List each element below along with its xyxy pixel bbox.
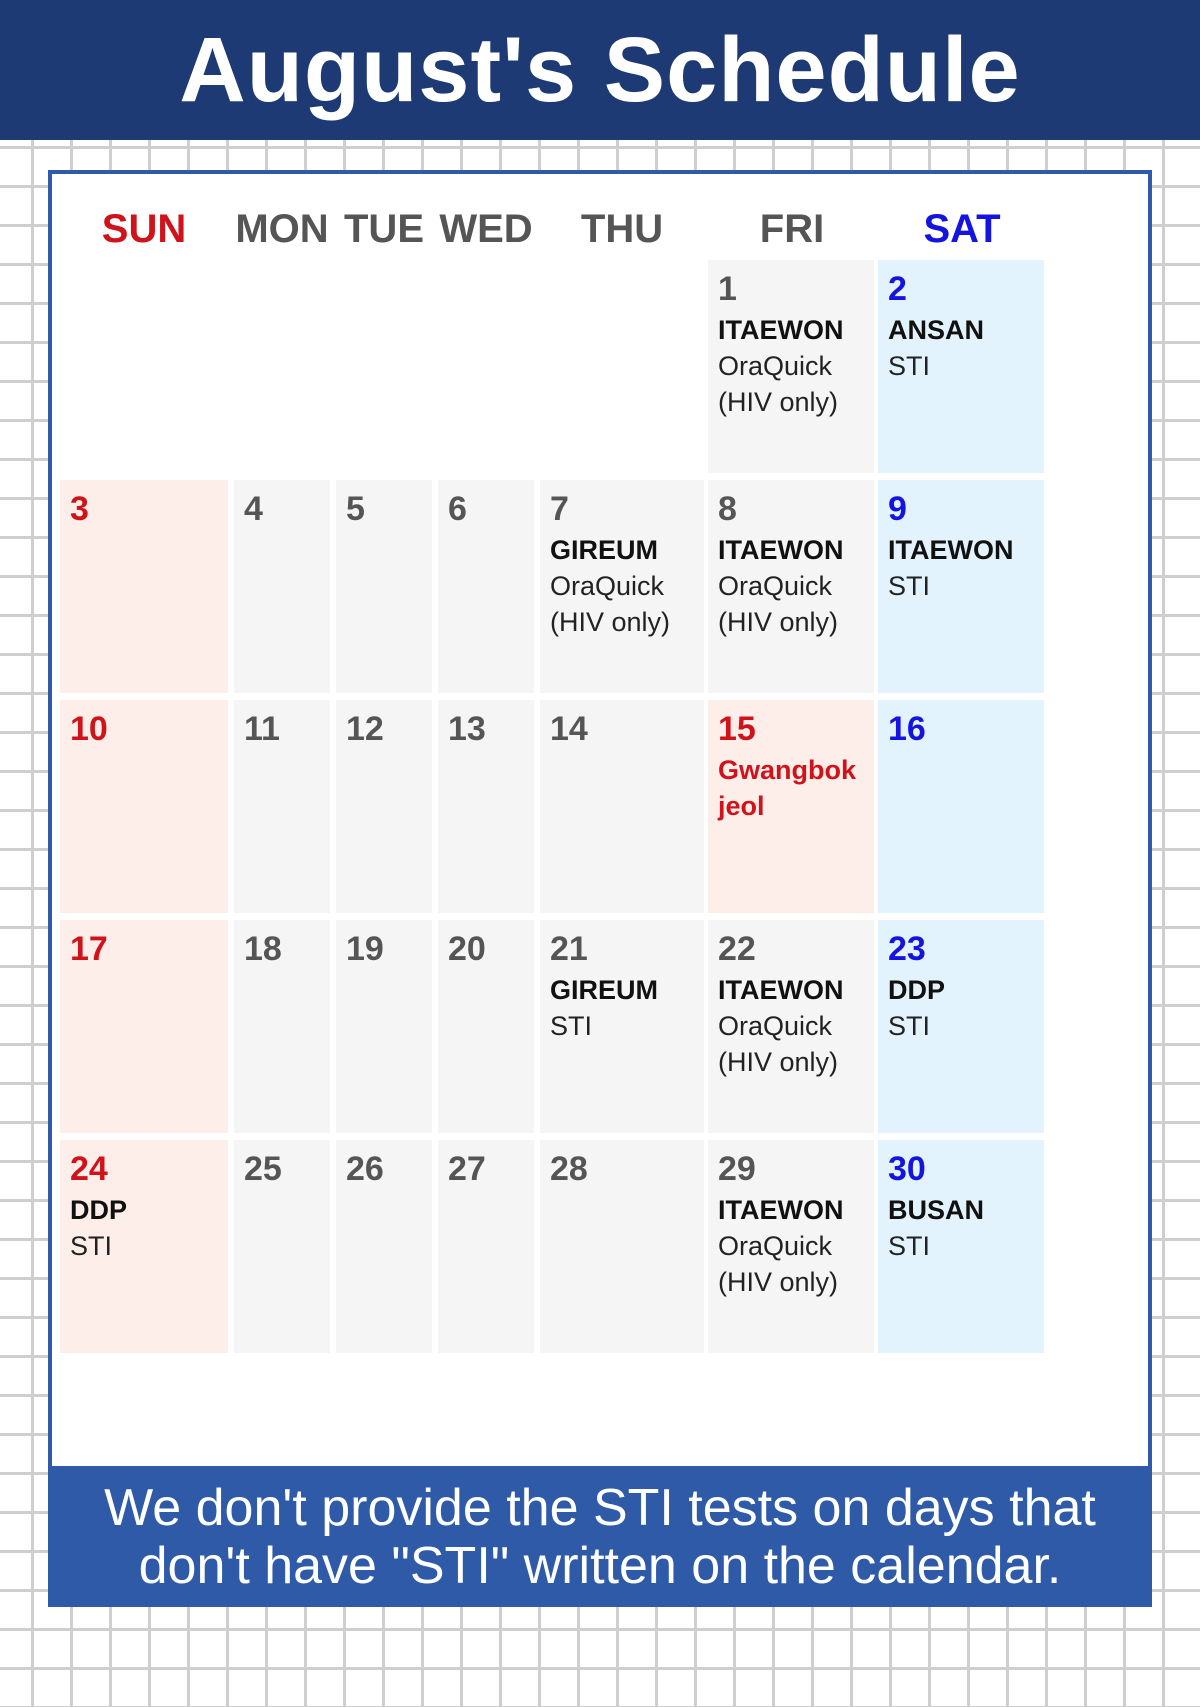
weekday-sat: SAT — [923, 207, 1001, 251]
date-number: 18 — [244, 930, 282, 968]
location-label: ITAEWON — [888, 535, 1014, 565]
date-number: 5 — [346, 490, 365, 528]
test-type: OraQuick — [718, 1011, 833, 1041]
location-label: ITAEWON — [718, 1195, 844, 1225]
location-label: GIREUM — [550, 535, 658, 565]
header-banner — [0, 0, 1200, 140]
day-cell-19 — [336, 920, 432, 1133]
test-type: STI — [550, 1011, 593, 1041]
date-number: 16 — [888, 710, 926, 748]
weekday-fri: FRI — [759, 207, 825, 251]
test-type: OraQuick — [718, 351, 833, 381]
weekday-mon: MON — [235, 207, 329, 251]
day-cell-18 — [234, 920, 330, 1133]
date-number: 4 — [244, 490, 263, 528]
date-number: 12 — [346, 710, 384, 748]
day-cell-12 — [336, 700, 432, 913]
holiday-label: jeol — [718, 791, 765, 821]
test-note: (HIV only) — [718, 387, 839, 417]
date-number: 20 — [448, 930, 486, 968]
test-type: OraQuick — [718, 1231, 833, 1261]
weekday-tue: TUE — [344, 207, 424, 251]
date-number: 7 — [550, 490, 569, 528]
date-number: 23 — [888, 930, 926, 968]
date-number: 25 — [244, 1150, 282, 1188]
weekday-sun: SUN — [101, 207, 187, 251]
date-number: 10 — [70, 710, 108, 748]
weekday-thu: THU — [580, 207, 664, 251]
day-cell-22 — [708, 920, 874, 1133]
holiday-label: Gwangbok — [718, 755, 857, 785]
day-cell-6 — [438, 480, 534, 693]
date-number: 13 — [448, 710, 486, 748]
location-label: DDP — [70, 1195, 128, 1225]
location-label: ITAEWON — [718, 315, 844, 345]
date-number: 14 — [550, 710, 588, 748]
calendar — [48, 170, 1152, 1607]
location-label: BUSAN — [888, 1195, 985, 1225]
date-number: 19 — [346, 930, 384, 968]
day-cell-7 — [540, 480, 704, 693]
test-type: STI — [888, 1011, 931, 1041]
date-number: 28 — [550, 1150, 588, 1188]
day-cell-13 — [438, 700, 534, 913]
day-cell-25 — [234, 1140, 330, 1353]
test-type: OraQuick — [550, 571, 665, 601]
test-note: (HIV only) — [718, 1267, 839, 1297]
footer-line-2: don't have "STI" written on the calendar. — [138, 1536, 1062, 1595]
location-label: ITAEWON — [718, 535, 844, 565]
date-number: 21 — [550, 930, 588, 968]
date-number: 27 — [448, 1150, 486, 1188]
location-label: ANSAN — [888, 315, 985, 345]
day-cell-17 — [60, 920, 228, 1133]
test-type: STI — [888, 571, 931, 601]
date-number: 17 — [70, 930, 108, 968]
weekday-wed: WED — [439, 207, 533, 251]
test-note: (HIV only) — [550, 607, 671, 637]
day-cell-20 — [438, 920, 534, 1133]
date-number: 6 — [448, 490, 467, 528]
day-cell-2 — [878, 260, 1044, 473]
day-cell-9 — [878, 480, 1044, 693]
test-type: STI — [70, 1231, 113, 1261]
test-type: OraQuick — [718, 571, 833, 601]
day-cell-3 — [60, 480, 228, 693]
date-number: 22 — [718, 930, 756, 968]
location-label: GIREUM — [550, 975, 658, 1005]
location-label: DDP — [888, 975, 946, 1005]
day-cell-15 — [708, 700, 874, 913]
date-number: 1 — [718, 270, 737, 308]
page-title: August's Schedule — [179, 18, 1021, 121]
footer-line-1: We don't provide the STI tests on days that — [104, 1478, 1096, 1537]
day-cell-24 — [60, 1140, 228, 1353]
date-number: 3 — [70, 490, 89, 528]
day-cell-4 — [234, 480, 330, 693]
test-type: STI — [888, 351, 931, 381]
day-cell-27 — [438, 1140, 534, 1353]
footer-notice — [48, 1466, 1152, 1607]
day-cell-8 — [708, 480, 874, 693]
date-number: 29 — [718, 1150, 756, 1188]
date-number: 24 — [70, 1150, 108, 1188]
day-cell-14 — [540, 700, 704, 913]
day-cell-28 — [540, 1140, 704, 1353]
day-cell-5 — [336, 480, 432, 693]
location-label: ITAEWON — [718, 975, 844, 1005]
day-cell-26 — [336, 1140, 432, 1353]
day-cell-30 — [878, 1140, 1044, 1353]
day-cell-23 — [878, 920, 1044, 1133]
day-cell-10 — [60, 700, 228, 913]
date-number: 26 — [346, 1150, 384, 1188]
test-note: (HIV only) — [718, 607, 839, 637]
date-number: 30 — [888, 1150, 926, 1188]
date-number: 8 — [718, 490, 737, 528]
day-cell-29 — [708, 1140, 874, 1353]
day-cell-1 — [708, 260, 874, 473]
date-number: 9 — [888, 490, 907, 528]
date-number: 11 — [244, 710, 280, 748]
day-cell-16 — [878, 700, 1044, 913]
test-type: STI — [888, 1231, 931, 1261]
test-note: (HIV only) — [718, 1047, 839, 1077]
date-number: 2 — [888, 270, 907, 308]
day-cell-11 — [234, 700, 330, 913]
date-number: 15 — [718, 710, 756, 748]
day-cell-21 — [540, 920, 704, 1133]
